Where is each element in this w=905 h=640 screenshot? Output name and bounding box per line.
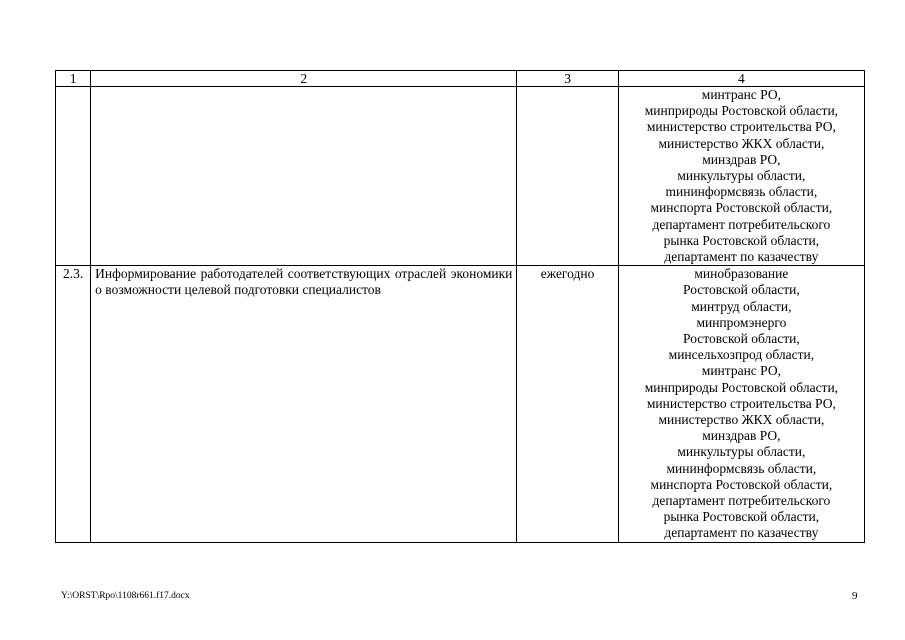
organization-line: рынка Ростовской области,: [663, 232, 820, 248]
organization-line: минкультуры области,: [677, 168, 806, 184]
row-number: 2.3.: [56, 266, 91, 542]
organization-line: мининформсвязь области,: [666, 460, 817, 476]
organization-line: департамент по казачеству: [664, 249, 819, 265]
organization-line: министерство ЖКХ области,: [658, 135, 825, 151]
organization-line: минприроды Ростовской области,: [644, 379, 839, 395]
organization-line: министерство ЖКХ области,: [658, 412, 825, 428]
organization-line: Ростовской области,: [683, 282, 800, 298]
header-col-4: 4: [618, 71, 864, 87]
header-col-2: 2: [91, 71, 517, 87]
row-number: [56, 87, 91, 266]
organization-line: mининформсвязь области,: [665, 184, 818, 200]
organization-line: рынка Ростовской области,: [663, 509, 820, 525]
table-header-row: [56, 71, 865, 87]
organization-line: министерство строительства РО,: [646, 119, 836, 135]
table-row-2-3: [56, 266, 865, 542]
footer-file-path: Y:\ORST\Rpo\1108r661.f17.docx: [61, 591, 190, 601]
organization-line: минкультуры области,: [677, 444, 806, 460]
organization-line: минтранс РО,: [701, 363, 781, 379]
row-term: ежегодно: [517, 266, 618, 542]
table-row-continuation: [56, 87, 865, 266]
organization-line: минприроды Ростовской области,: [644, 103, 839, 119]
organization-line: минспорта Ростовской области,: [650, 476, 833, 492]
organization-line: Ростовской области,: [683, 331, 800, 347]
organization-line: минсельхозпрод области,: [668, 347, 815, 363]
row-responsible-organizations: [618, 266, 864, 542]
row-description: [91, 87, 517, 266]
row-description: Информирование работодателей соответствующих отраслей экономики о возможности целевой подготовки специалистов: [91, 266, 517, 542]
organization-line: минобразование: [694, 266, 789, 282]
row-responsible-organizations: [618, 87, 864, 266]
organization-line: министерство строительства РО,: [646, 395, 836, 411]
organization-line: департамент по казачеству: [664, 525, 819, 541]
organization-line: минпромэнерго: [696, 314, 787, 330]
organization-line: минспорта Ростовской области,: [650, 200, 833, 216]
footer-page-number: 9: [852, 590, 858, 602]
organization-line: департамент потребительского: [652, 493, 831, 509]
organization-line: минтранс РО,: [701, 87, 781, 102]
row-term: [517, 87, 618, 266]
organization-line: минздрав РО,: [702, 151, 781, 167]
organization-line: департамент потребительского: [652, 216, 831, 232]
header-col-3: 3: [517, 71, 618, 87]
organization-line: минздрав РО,: [702, 428, 781, 444]
organization-line: минтруд области,: [691, 298, 792, 314]
header-col-1: 1: [56, 71, 91, 87]
measures-table: [55, 70, 865, 543]
